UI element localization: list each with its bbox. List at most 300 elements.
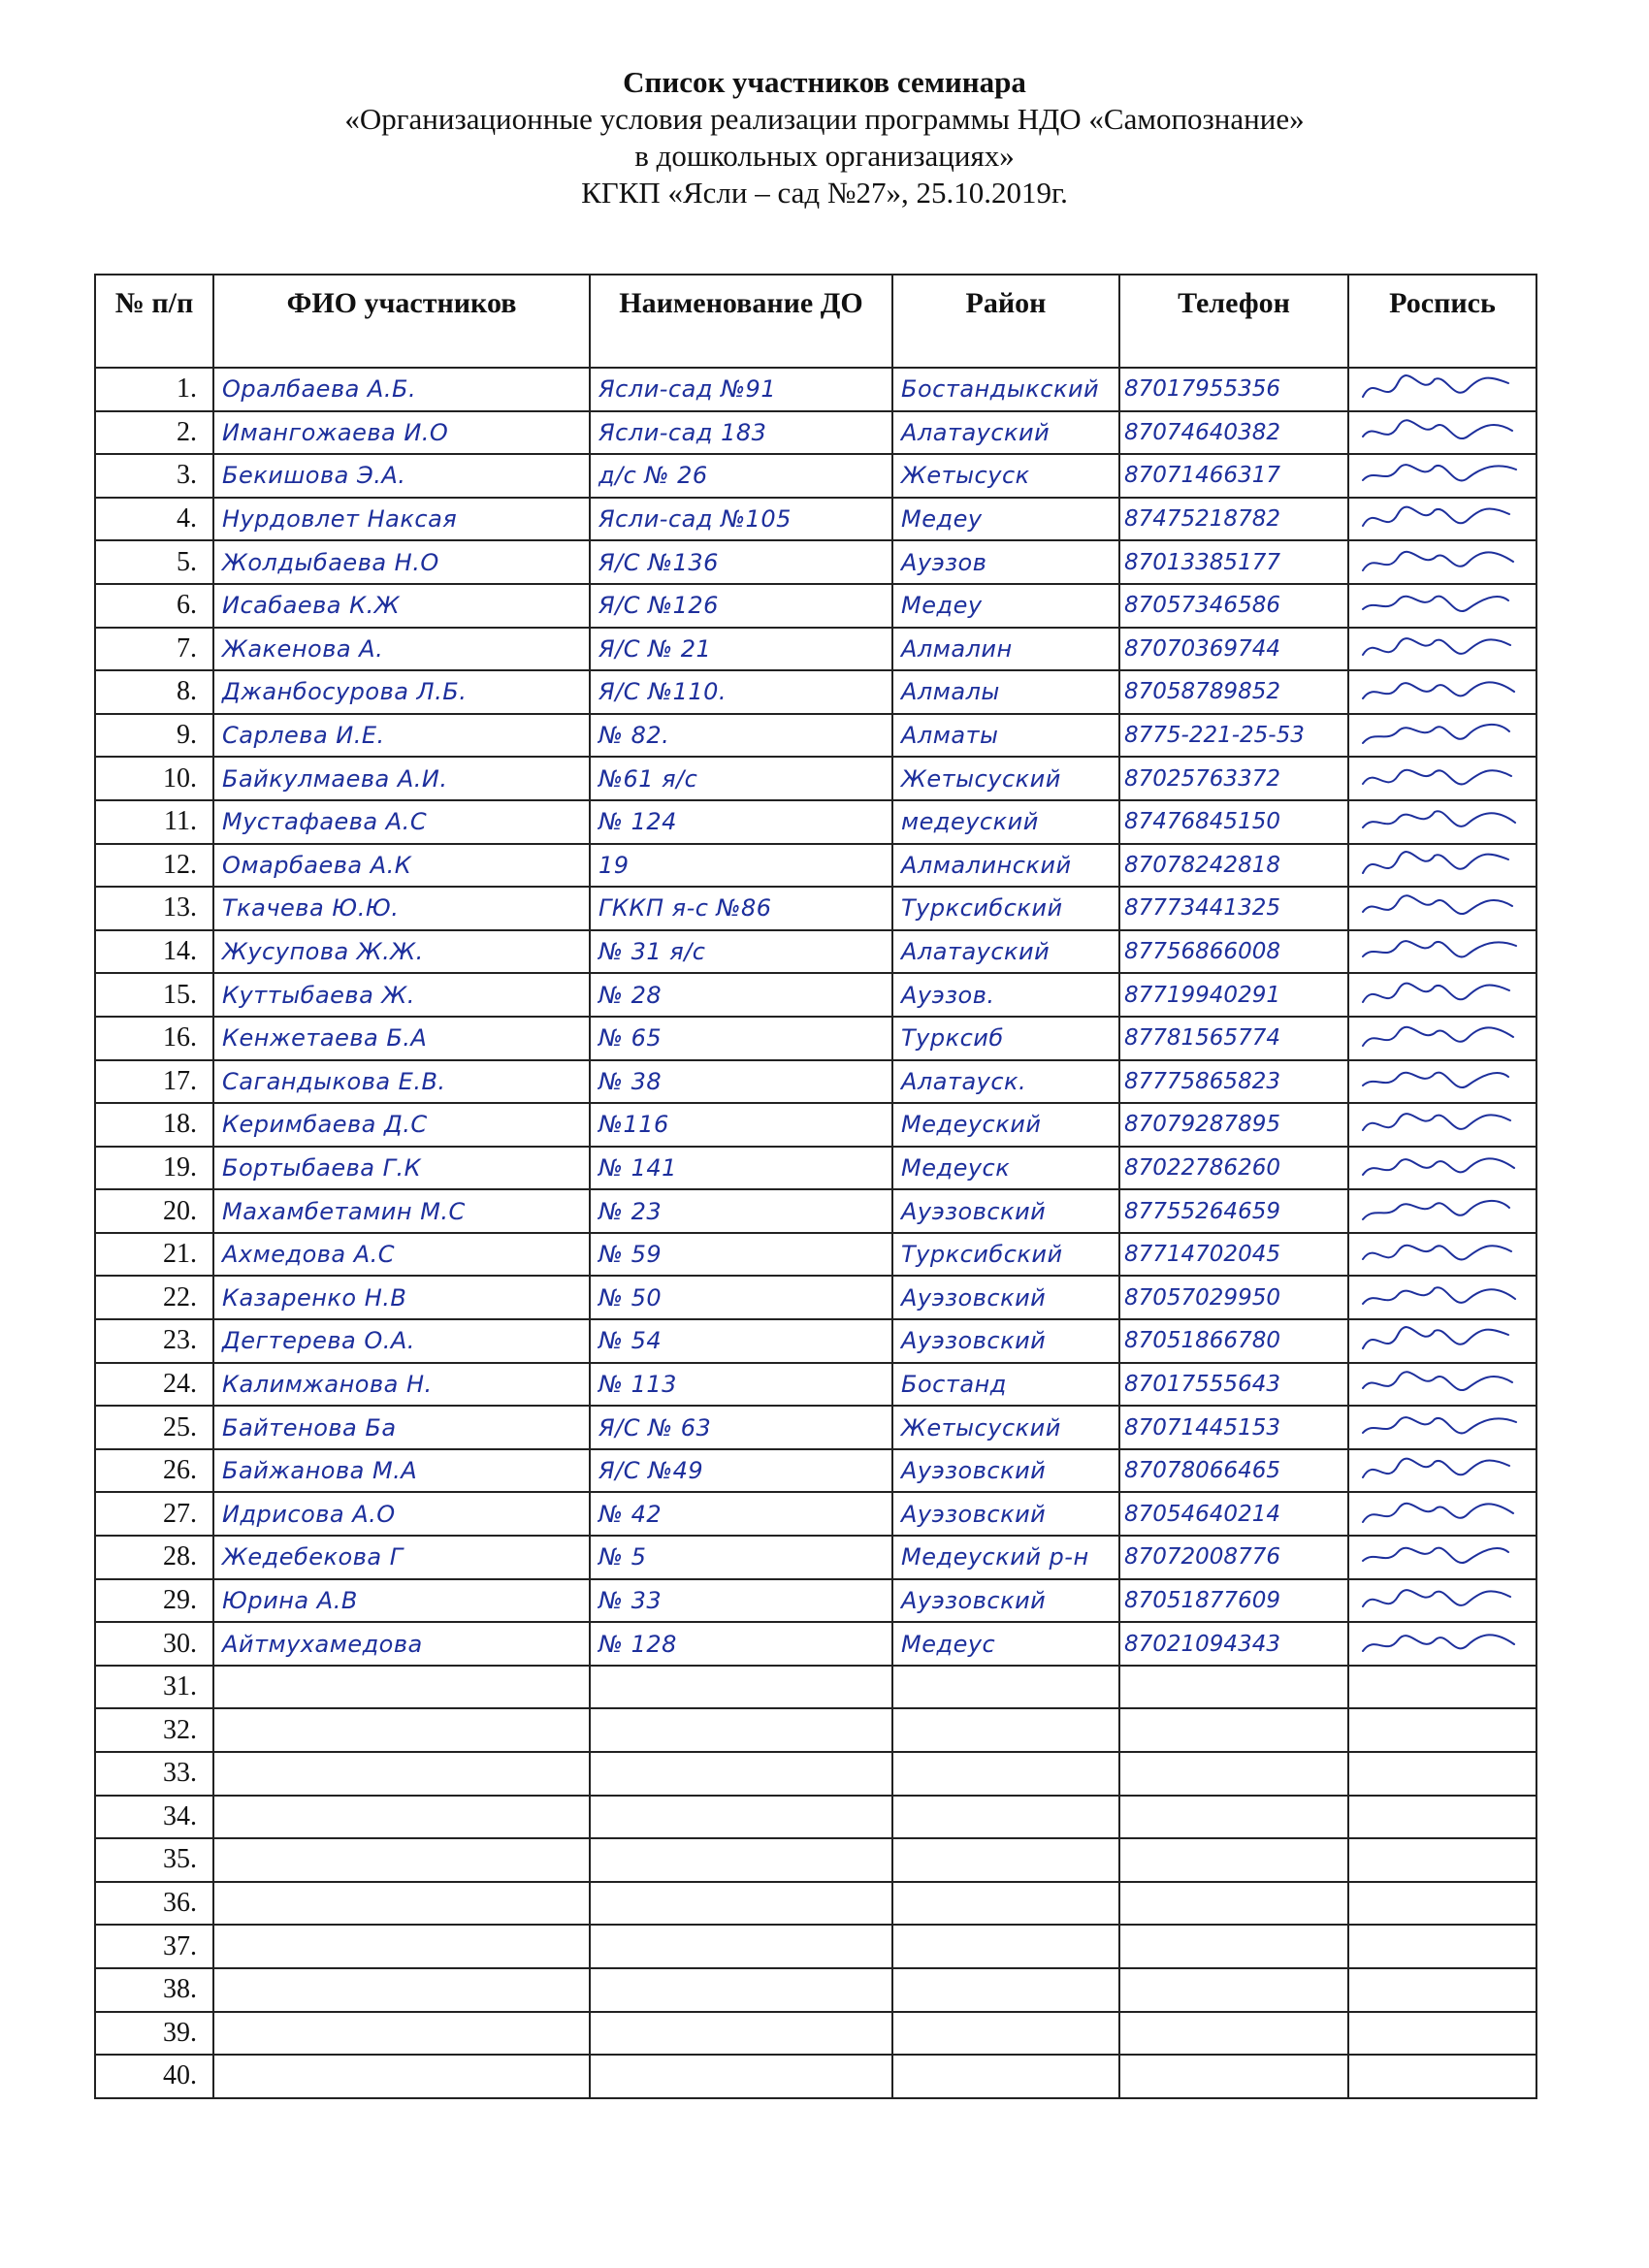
participant-name: Байтенова Ба xyxy=(213,1406,590,1449)
organization-name: № 28 xyxy=(590,973,892,1017)
phone-number: 87051866780 xyxy=(1119,1319,1348,1363)
participant-name: Дегтерева О.А. xyxy=(213,1319,590,1363)
handwritten-signature xyxy=(1353,1625,1528,1664)
handwritten-signature xyxy=(1353,932,1528,971)
participant-name: Айтмухамедова xyxy=(213,1622,590,1666)
row-number: 2. xyxy=(95,411,213,455)
organization-name: Я/С №110. xyxy=(590,670,892,714)
signature-cell xyxy=(1348,1579,1536,1623)
table-row xyxy=(95,757,1536,800)
table-row xyxy=(95,1882,1536,1926)
phone-number: 87017555643 xyxy=(1119,1363,1348,1407)
phone-number: 87071466317 xyxy=(1119,454,1348,498)
table-row xyxy=(95,800,1536,844)
table-row xyxy=(95,540,1536,584)
district-name: Бостандыкский xyxy=(892,368,1119,411)
handwritten-signature xyxy=(1353,1321,1528,1360)
organization-name: Я/С № 21 xyxy=(590,628,892,671)
phone-number: 87072008776 xyxy=(1119,1536,1348,1579)
row-number: 16. xyxy=(95,1017,213,1060)
organization-name: № 31 я/с xyxy=(590,930,892,974)
organization-name: Я/С № 63 xyxy=(590,1406,892,1449)
district-name: Ауэзовский xyxy=(892,1579,1119,1623)
table-header-row xyxy=(95,275,1536,368)
row-number: 28. xyxy=(95,1536,213,1579)
participant-name: Юрина А.В xyxy=(213,1579,590,1623)
phone-number: 87017955356 xyxy=(1119,368,1348,411)
phone-number xyxy=(1119,2055,1348,2098)
table-row xyxy=(95,1060,1536,1104)
signature-cell xyxy=(1348,930,1536,974)
signature-cell xyxy=(1348,887,1536,930)
table-row xyxy=(95,670,1536,714)
signature-cell xyxy=(1348,1363,1536,1407)
table-row xyxy=(95,1319,1536,1363)
signature-cell xyxy=(1348,1666,1536,1709)
participant-name: Оралбаева А.Б. xyxy=(213,368,590,411)
column-header-signature: Роспись xyxy=(1348,275,1536,368)
district-name: Турксибский xyxy=(892,1233,1119,1277)
table-row xyxy=(95,411,1536,455)
handwritten-signature xyxy=(1353,846,1528,885)
signature-cell xyxy=(1348,628,1536,671)
organization-name: № 128 xyxy=(590,1622,892,1666)
organization-name xyxy=(590,1925,892,1968)
handwritten-signature xyxy=(1353,1581,1528,1620)
column-header-name: ФИО участников xyxy=(213,275,590,368)
participant-name: Идрисова А.О xyxy=(213,1492,590,1536)
signature-cell xyxy=(1348,411,1536,455)
participant-name: Исабаева К.Ж xyxy=(213,584,590,628)
participant-name: Сарлева И.Е. xyxy=(213,714,590,758)
organization-name: Ясли-сад №91 xyxy=(590,368,892,411)
seminar-name-line-1: «Организационные условия реализации программы НДО «Самопознание» xyxy=(344,102,1305,136)
phone-number: 87054640214 xyxy=(1119,1492,1348,1536)
district-name: Алмалы xyxy=(892,670,1119,714)
row-number: 6. xyxy=(95,584,213,628)
organization-name: № 65 xyxy=(590,1017,892,1060)
district-name xyxy=(892,1838,1119,1882)
participant-name: Жедебекова Г xyxy=(213,1536,590,1579)
handwritten-signature xyxy=(1353,1149,1528,1187)
district-name: Жетысуский xyxy=(892,1406,1119,1449)
organization-name xyxy=(590,1708,892,1752)
row-number: 35. xyxy=(95,1838,213,1882)
participant-name: Кенжетаева Б.А xyxy=(213,1017,590,1060)
handwritten-signature xyxy=(1353,976,1528,1015)
signature-cell xyxy=(1348,1276,1536,1319)
row-number: 3. xyxy=(95,454,213,498)
district-name xyxy=(892,2012,1119,2056)
handwritten-signature xyxy=(1353,802,1528,841)
organization-name: № 141 xyxy=(590,1147,892,1190)
district-name: Ауэзовский xyxy=(892,1189,1119,1233)
phone-number: 87719940291 xyxy=(1119,973,1348,1017)
signature-cell xyxy=(1348,1838,1536,1882)
signature-cell xyxy=(1348,1925,1536,1968)
column-header-number: № п/п xyxy=(95,275,213,368)
phone-number xyxy=(1119,1708,1348,1752)
district-name: Алматы xyxy=(892,714,1119,758)
participant-name xyxy=(213,1925,590,1968)
phone-number: 87475218782 xyxy=(1119,498,1348,541)
row-number: 17. xyxy=(95,1060,213,1104)
table-row xyxy=(95,1796,1536,1839)
participant-name: Жусупова Ж.Ж. xyxy=(213,930,590,974)
organization-name xyxy=(590,1882,892,1926)
signature-cell xyxy=(1348,368,1536,411)
district-name: Медеу xyxy=(892,584,1119,628)
participant-name: Омарбаева А.К xyxy=(213,844,590,888)
table-row xyxy=(95,887,1536,930)
phone-number: 87714702045 xyxy=(1119,1233,1348,1277)
signature-cell xyxy=(1348,1752,1536,1796)
district-name: Медеус xyxy=(892,1622,1119,1666)
table-row xyxy=(95,2055,1536,2098)
row-number: 21. xyxy=(95,1233,213,1277)
district-name: Бостанд xyxy=(892,1363,1119,1407)
participant-name xyxy=(213,1968,590,2012)
row-number: 13. xyxy=(95,887,213,930)
row-number: 12. xyxy=(95,844,213,888)
signature-cell xyxy=(1348,757,1536,800)
district-name: Алмалин xyxy=(892,628,1119,671)
row-number: 22. xyxy=(95,1276,213,1319)
organization-name: д/с № 26 xyxy=(590,454,892,498)
participant-name xyxy=(213,1796,590,1839)
district-name: Ауэзовский xyxy=(892,1319,1119,1363)
table-row xyxy=(95,1536,1536,1579)
phone-number xyxy=(1119,1666,1348,1709)
row-number: 30. xyxy=(95,1622,213,1666)
district-name xyxy=(892,2055,1119,2098)
table-row xyxy=(95,973,1536,1017)
signature-cell xyxy=(1348,1406,1536,1449)
table-row xyxy=(95,1838,1536,1882)
handwritten-signature xyxy=(1353,413,1528,452)
row-number: 38. xyxy=(95,1968,213,2012)
participant-name: Керимбаева Д.С xyxy=(213,1103,590,1147)
phone-number xyxy=(1119,1968,1348,2012)
row-number: 32. xyxy=(95,1708,213,1752)
table-row xyxy=(95,1968,1536,2012)
row-number: 14. xyxy=(95,930,213,974)
table-row xyxy=(95,1103,1536,1147)
phone-number: 87775865823 xyxy=(1119,1060,1348,1104)
row-number: 15. xyxy=(95,973,213,1017)
table-row xyxy=(95,714,1536,758)
signature-cell xyxy=(1348,2012,1536,2056)
table-body xyxy=(95,368,1536,2098)
handwritten-signature xyxy=(1353,1279,1528,1317)
organization-name: № 33 xyxy=(590,1579,892,1623)
table-row xyxy=(95,1276,1536,1319)
participant-name: Казаренко Н.В xyxy=(213,1276,590,1319)
document-title: Список участников семинара xyxy=(623,65,1026,99)
organization-name: ГККП я-с №86 xyxy=(590,887,892,930)
signature-cell xyxy=(1348,1492,1536,1536)
row-number: 29. xyxy=(95,1579,213,1623)
handwritten-signature xyxy=(1353,1538,1528,1576)
seminar-venue-date: КГКП «Ясли – сад №27», 25.10.2019г. xyxy=(581,176,1068,210)
participant-name: Жакенова А. xyxy=(213,628,590,671)
district-name: Ауэзов xyxy=(892,540,1119,584)
table-row xyxy=(95,628,1536,671)
participant-name: Нурдовлет Наксая xyxy=(213,498,590,541)
phone-number xyxy=(1119,1882,1348,1926)
signature-cell xyxy=(1348,1060,1536,1104)
organization-name: № 42 xyxy=(590,1492,892,1536)
signature-cell xyxy=(1348,1968,1536,2012)
handwritten-signature xyxy=(1353,630,1528,668)
table-row xyxy=(95,1017,1536,1060)
handwritten-signature xyxy=(1353,760,1528,798)
handwritten-signature xyxy=(1353,1495,1528,1534)
district-name: Турксиб xyxy=(892,1017,1119,1060)
participant-name: Мустафаева А.С xyxy=(213,800,590,844)
row-number: 31. xyxy=(95,1666,213,1709)
district-name: Алатауский xyxy=(892,411,1119,455)
organization-name: № 38 xyxy=(590,1060,892,1104)
signature-cell xyxy=(1348,1189,1536,1233)
row-number: 10. xyxy=(95,757,213,800)
signature-cell xyxy=(1348,844,1536,888)
row-number: 27. xyxy=(95,1492,213,1536)
table-row xyxy=(95,1752,1536,1796)
signature-cell xyxy=(1348,800,1536,844)
phone-number: 87078066465 xyxy=(1119,1449,1348,1493)
signature-cell xyxy=(1348,1796,1536,1839)
phone-number: 87057346586 xyxy=(1119,584,1348,628)
organization-name: № 5 xyxy=(590,1536,892,1579)
signature-cell xyxy=(1348,498,1536,541)
phone-number: 87025763372 xyxy=(1119,757,1348,800)
phone-number xyxy=(1119,1752,1348,1796)
district-name: медеуский xyxy=(892,800,1119,844)
participant-name: Ткачева Ю.Ю. xyxy=(213,887,590,930)
phone-number: 87013385177 xyxy=(1119,540,1348,584)
signature-cell xyxy=(1348,1449,1536,1493)
row-number: 18. xyxy=(95,1103,213,1147)
handwritten-signature xyxy=(1353,1409,1528,1447)
signature-cell xyxy=(1348,1147,1536,1190)
signature-cell xyxy=(1348,714,1536,758)
signature-cell xyxy=(1348,2055,1536,2098)
phone-number xyxy=(1119,1796,1348,1839)
organization-name: № 82. xyxy=(590,714,892,758)
district-name xyxy=(892,1925,1119,1968)
signature-cell xyxy=(1348,1882,1536,1926)
participant-name: Байжанова М.А xyxy=(213,1449,590,1493)
phone-number xyxy=(1119,2012,1348,2056)
row-number: 19. xyxy=(95,1147,213,1190)
handwritten-signature xyxy=(1353,672,1528,711)
district-name: Жетысуский xyxy=(892,757,1119,800)
row-number: 11. xyxy=(95,800,213,844)
table-row xyxy=(95,2012,1536,2056)
organization-name: №61 я/с xyxy=(590,757,892,800)
row-number: 20. xyxy=(95,1189,213,1233)
handwritten-signature xyxy=(1353,1192,1528,1231)
organization-name: № 113 xyxy=(590,1363,892,1407)
phone-number: 87755264659 xyxy=(1119,1189,1348,1233)
organization-name: №116 xyxy=(590,1103,892,1147)
phone-number: 87476845150 xyxy=(1119,800,1348,844)
signature-cell xyxy=(1348,1708,1536,1752)
handwritten-signature xyxy=(1353,456,1528,495)
organization-name: 19 xyxy=(590,844,892,888)
organization-name: Я/С №136 xyxy=(590,540,892,584)
organization-name xyxy=(590,2055,892,2098)
participant-name xyxy=(213,1708,590,1752)
organization-name xyxy=(590,1796,892,1839)
row-number: 33. xyxy=(95,1752,213,1796)
phone-number: 87078242818 xyxy=(1119,844,1348,888)
table-row xyxy=(95,454,1536,498)
organization-name: Я/С №49 xyxy=(590,1449,892,1493)
column-header-phone: Телефон xyxy=(1119,275,1348,368)
district-name: Алатауский xyxy=(892,930,1119,974)
signature-cell xyxy=(1348,1536,1536,1579)
participants-table xyxy=(94,274,1537,2099)
organization-name: № 23 xyxy=(590,1189,892,1233)
district-name: Медеуск xyxy=(892,1147,1119,1190)
participant-name: Джанбосурова Л.Б. xyxy=(213,670,590,714)
district-name xyxy=(892,1882,1119,1926)
district-name xyxy=(892,1796,1119,1839)
signature-cell xyxy=(1348,1103,1536,1147)
organization-name xyxy=(590,2012,892,2056)
signature-cell xyxy=(1348,1319,1536,1363)
phone-number: 8775-221-25-53 xyxy=(1119,714,1348,758)
participant-name: Сагандыкова Е.В. xyxy=(213,1060,590,1104)
participant-name: Жолдыбаева Н.О xyxy=(213,540,590,584)
phone-number: 87051877609 xyxy=(1119,1579,1348,1623)
table-row xyxy=(95,1492,1536,1536)
participant-name: Имангожаева И.О xyxy=(213,411,590,455)
participant-name xyxy=(213,1666,590,1709)
participant-name: Махамбетамин М.С xyxy=(213,1189,590,1233)
signature-cell xyxy=(1348,973,1536,1017)
handwritten-signature xyxy=(1353,1019,1528,1057)
district-name xyxy=(892,1708,1119,1752)
district-name: Медеуский xyxy=(892,1103,1119,1147)
row-number: 5. xyxy=(95,540,213,584)
district-name: Турксибский xyxy=(892,887,1119,930)
table-row xyxy=(95,1363,1536,1407)
signature-cell xyxy=(1348,1622,1536,1666)
phone-number xyxy=(1119,1838,1348,1882)
district-name: Ауэзовский xyxy=(892,1276,1119,1319)
participant-name: Куттыбаева Ж. xyxy=(213,973,590,1017)
table-row xyxy=(95,368,1536,411)
phone-number: 87070369744 xyxy=(1119,628,1348,671)
phone-number: 87021094343 xyxy=(1119,1622,1348,1666)
phone-number: 87057029950 xyxy=(1119,1276,1348,1319)
column-header-district: Район xyxy=(892,275,1119,368)
organization-name xyxy=(590,1838,892,1882)
participant-name xyxy=(213,1752,590,1796)
district-name: Жетысуск xyxy=(892,454,1119,498)
organization-name: Я/С №126 xyxy=(590,584,892,628)
district-name xyxy=(892,1666,1119,1709)
handwritten-signature xyxy=(1353,586,1528,625)
table-row xyxy=(95,844,1536,888)
document-header xyxy=(0,64,1649,211)
table-row xyxy=(95,1406,1536,1449)
row-number: 24. xyxy=(95,1363,213,1407)
organization-name xyxy=(590,1968,892,2012)
participant-name: Бекишова Э.А. xyxy=(213,454,590,498)
signature-cell xyxy=(1348,1017,1536,1060)
district-name xyxy=(892,1752,1119,1796)
table-row xyxy=(95,1189,1536,1233)
table-row xyxy=(95,930,1536,974)
district-name: Алатауск. xyxy=(892,1060,1119,1104)
phone-number: 87756866008 xyxy=(1119,930,1348,974)
organization-name: № 59 xyxy=(590,1233,892,1277)
district-name: Медеуский р-н xyxy=(892,1536,1119,1579)
table-row xyxy=(95,1708,1536,1752)
seminar-name-line-2: в дошкольных организациях» xyxy=(634,139,1015,173)
participant-name: Байкулмаева А.И. xyxy=(213,757,590,800)
handwritten-signature xyxy=(1353,370,1528,408)
signature-cell xyxy=(1348,584,1536,628)
row-number: 40. xyxy=(95,2055,213,2098)
column-header-organization: Наименование ДО xyxy=(590,275,892,368)
row-number: 34. xyxy=(95,1796,213,1839)
table-row xyxy=(95,1579,1536,1623)
participant-name xyxy=(213,2012,590,2056)
participant-name xyxy=(213,2055,590,2098)
handwritten-signature xyxy=(1353,889,1528,927)
signature-cell xyxy=(1348,540,1536,584)
phone-number: 87058789852 xyxy=(1119,670,1348,714)
row-number: 7. xyxy=(95,628,213,671)
row-number: 37. xyxy=(95,1925,213,1968)
phone-number: 87079287895 xyxy=(1119,1103,1348,1147)
table-row xyxy=(95,1925,1536,1968)
participant-name xyxy=(213,1882,590,1926)
row-number: 9. xyxy=(95,714,213,758)
handwritten-signature xyxy=(1353,1062,1528,1101)
phone-number: 87781565774 xyxy=(1119,1017,1348,1060)
handwritten-signature xyxy=(1353,1105,1528,1144)
table-row xyxy=(95,1147,1536,1190)
table-row xyxy=(95,584,1536,628)
handwritten-signature xyxy=(1353,1235,1528,1274)
district-name: Ауэзовский xyxy=(892,1492,1119,1536)
participant-name xyxy=(213,1838,590,1882)
phone-number: 87022786260 xyxy=(1119,1147,1348,1190)
district-name xyxy=(892,1968,1119,2012)
phone-number: 87074640382 xyxy=(1119,411,1348,455)
handwritten-signature xyxy=(1353,716,1528,755)
signature-cell xyxy=(1348,670,1536,714)
row-number: 25. xyxy=(95,1406,213,1449)
signature-cell xyxy=(1348,1233,1536,1277)
row-number: 4. xyxy=(95,498,213,541)
participant-name: Бортыбаева Г.К xyxy=(213,1147,590,1190)
signature-cell xyxy=(1348,454,1536,498)
table-row xyxy=(95,1449,1536,1493)
table-row xyxy=(95,1666,1536,1709)
phone-number: 87071445153 xyxy=(1119,1406,1348,1449)
table-row xyxy=(95,1233,1536,1277)
district-name: Ауэзов. xyxy=(892,973,1119,1017)
organization-name: № 124 xyxy=(590,800,892,844)
row-number: 36. xyxy=(95,1882,213,1926)
